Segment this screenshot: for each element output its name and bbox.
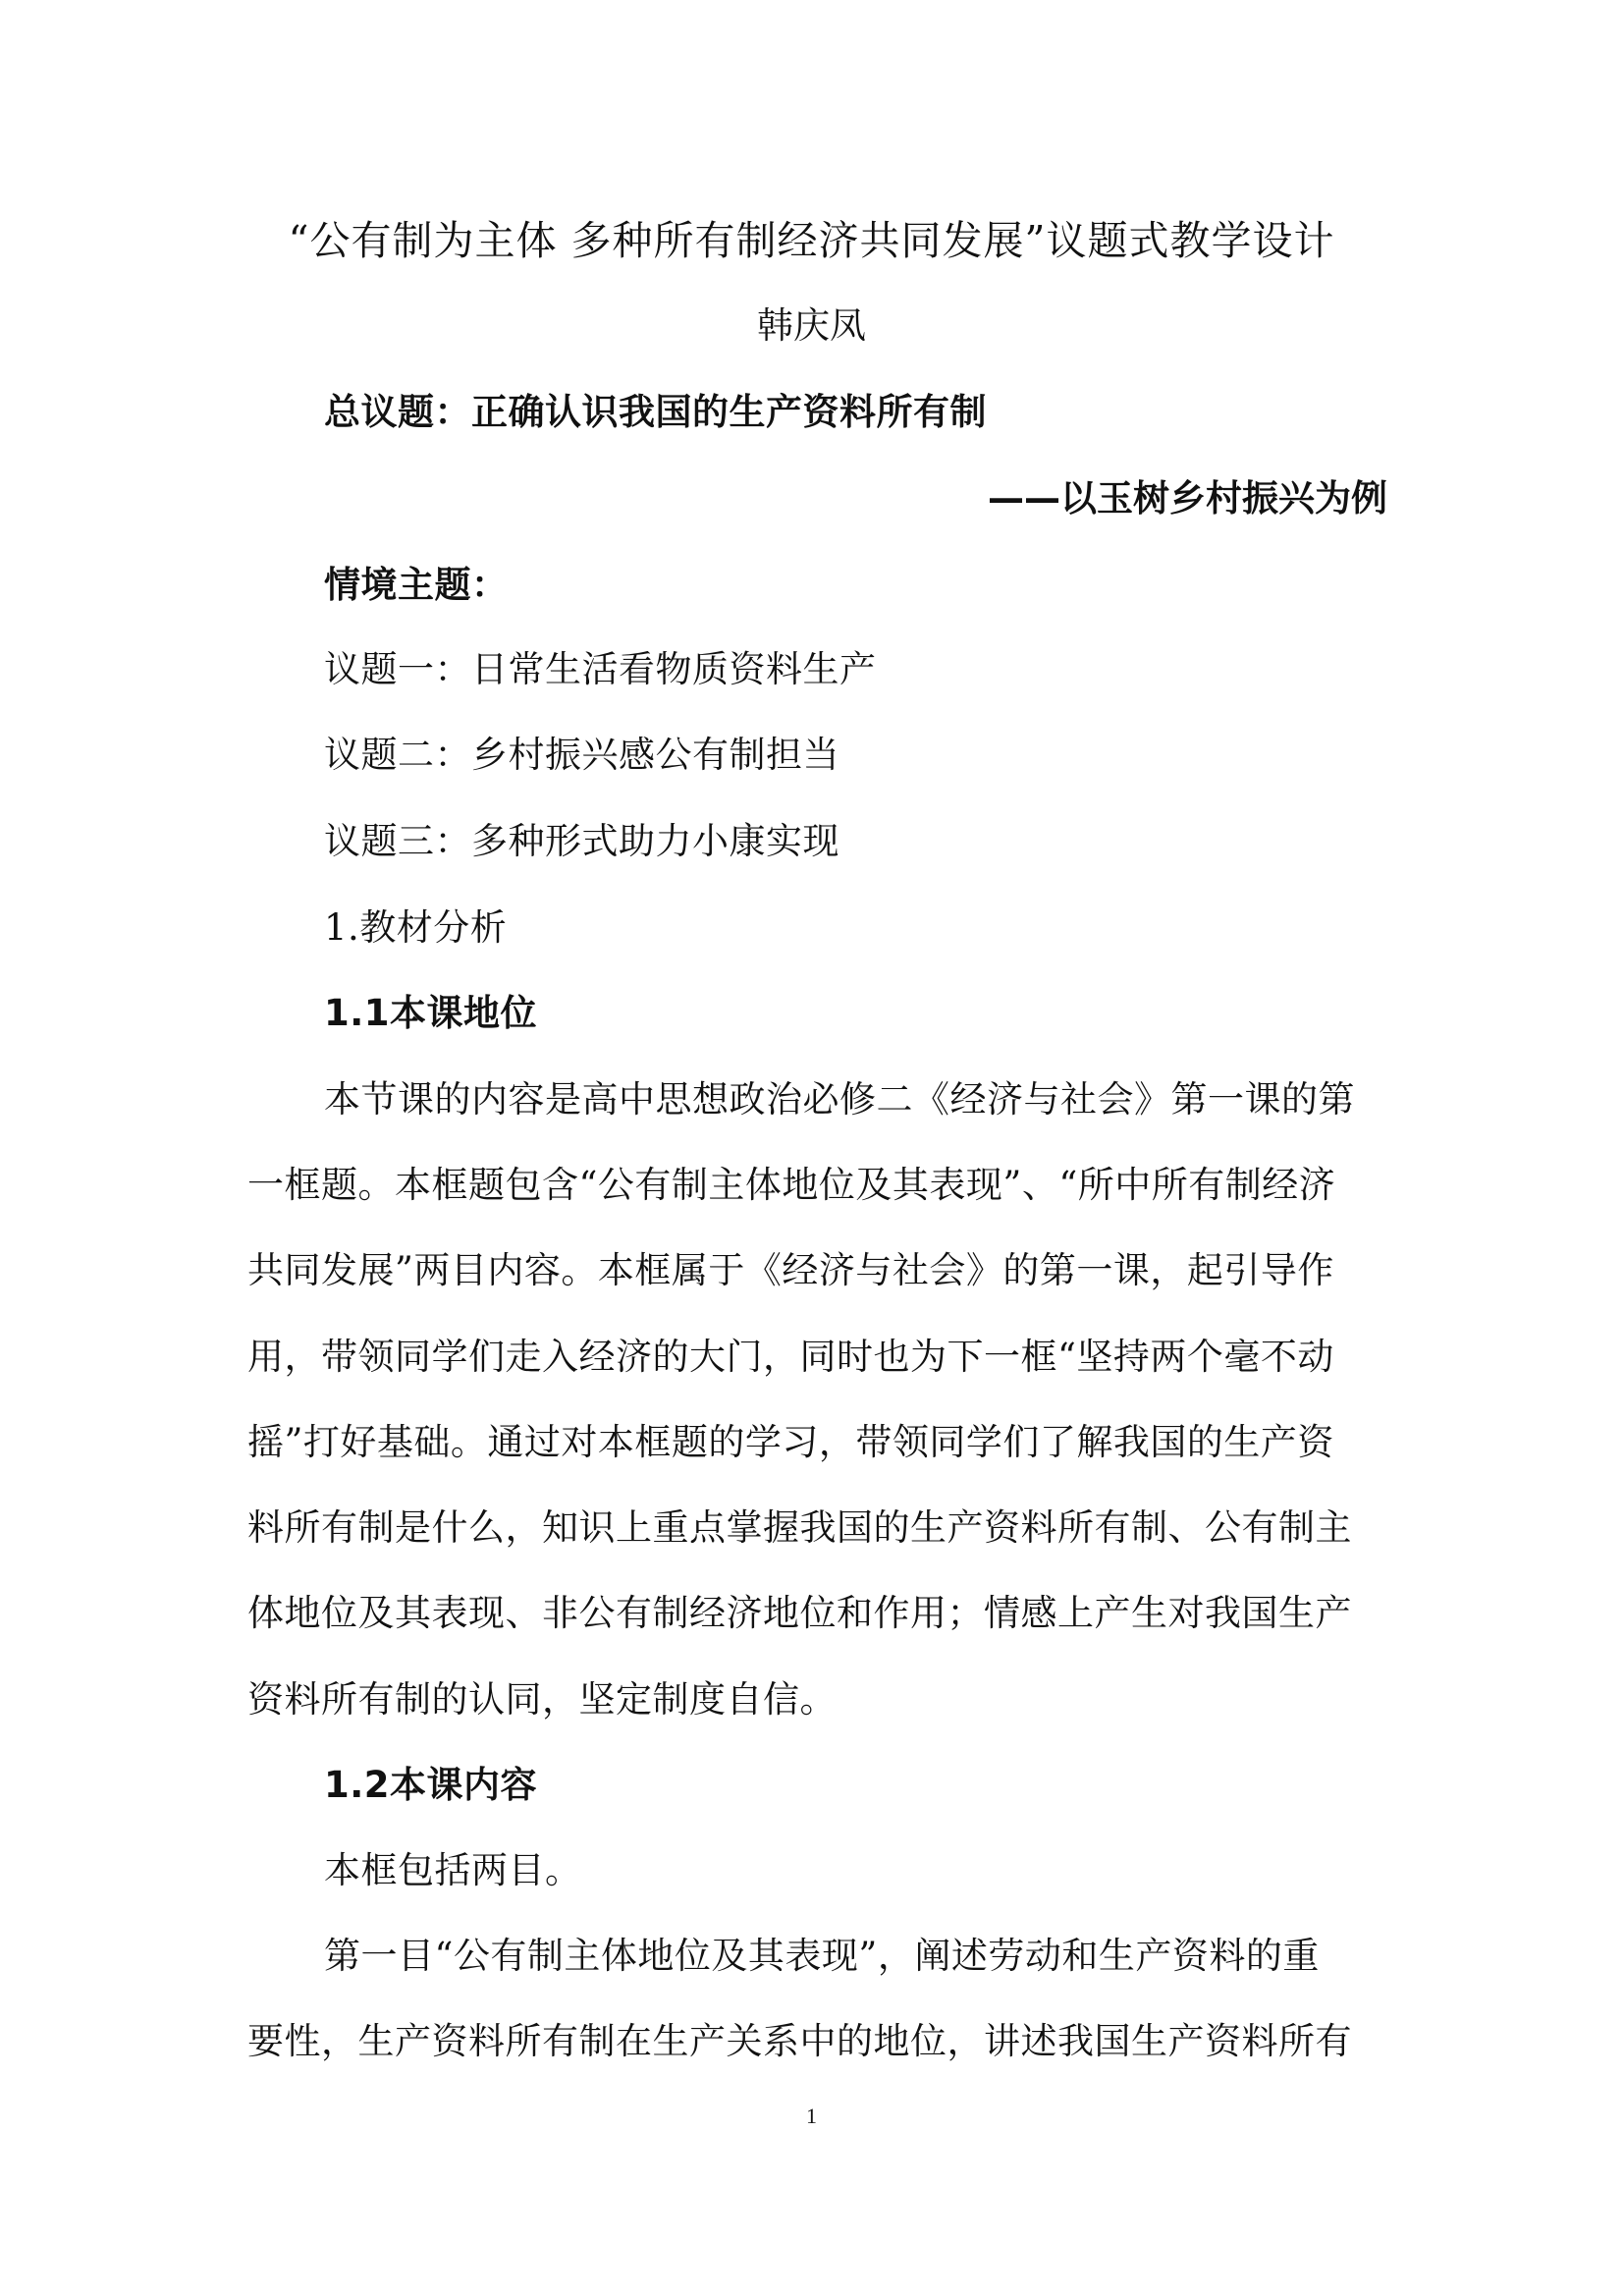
paragraph-line: 资料所有制的认同，坚定制度自信。 (247, 1678, 837, 1721)
paragraph-line: 用，带领同学们走入经济的大门，同时也为下一框“坚持两个毫不动 (247, 1336, 1334, 1378)
paragraph-line: 一框题。本框题包含“公有制主体地位及其表现”、“所中所有制经济 (247, 1164, 1336, 1206)
section-heading-lesson-content: 1.2本课内容 (324, 1764, 538, 1806)
paragraph-line: 要性，生产资料所有制在生产关系中的地位，讲述我国生产资料所有 (247, 2020, 1352, 2062)
main-topic-heading: 总议题：正确认识我国的生产资料所有制 (324, 391, 987, 433)
author-name: 韩庆凤 (757, 304, 866, 347)
main-topic-subtitle: ——以玉树乡村振兴为例 (988, 477, 1387, 519)
page-number: 1 (806, 2104, 817, 2128)
topic-two: 议题二：乡村振兴感公有制担当 (324, 734, 839, 776)
situation-theme-heading: 情境主题： (324, 564, 509, 606)
section-heading-lesson-position: 1.1本课地位 (324, 992, 538, 1034)
topic-one: 议题一：日常生活看物质资料生产 (324, 648, 877, 690)
paragraph-line: 摇”打好基础。通过对本框题的学习，带领同学们了解我国的生产资 (247, 1421, 1334, 1463)
document-title: “公有制为主体 多种所有制经济共同发展”议题式教学设计 (288, 217, 1335, 264)
paragraph-line: 料所有制是什么，知识上重点掌握我国的生产资料所有制、公有制主 (247, 1506, 1352, 1549)
paragraph-line: 本节课的内容是高中思想政治必修二《经济与社会》第一课的第 (324, 1078, 1355, 1121)
paragraph-line: 本框包括两目。 (324, 1849, 582, 1891)
paragraph-line: 共同发展”两目内容。本框属于《经济与社会》的第一课，起引导作 (247, 1249, 1334, 1291)
paragraph-line: 体地位及其表现、非公有制经济地位和作用；情感上产生对我国生产 (247, 1592, 1352, 1634)
paragraph-line: 第一目“公有制主体地位及其表现”，阐述劳动和生产资料的重 (324, 1935, 1320, 1977)
topic-three: 议题三：多种形式助力小康实现 (324, 820, 839, 862)
section-heading-textbook-analysis: 1.教材分析 (324, 906, 508, 949)
